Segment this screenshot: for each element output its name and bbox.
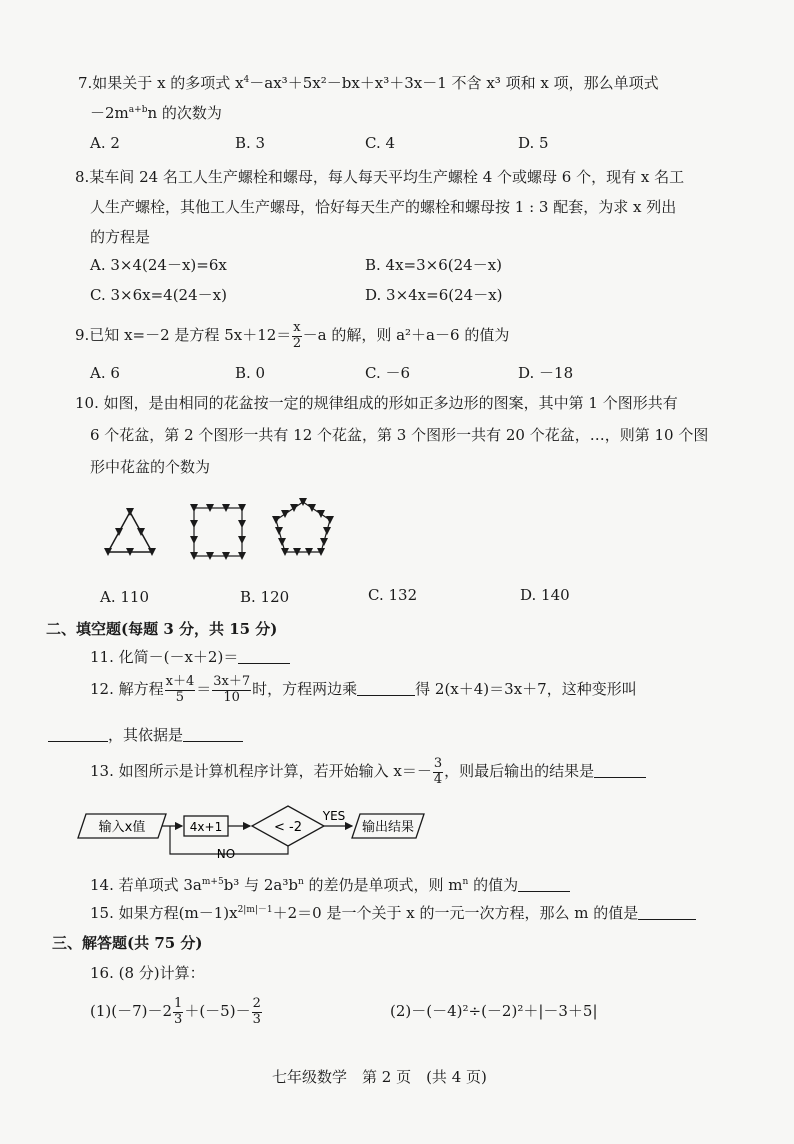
q10-option-d: D. 140 — [520, 586, 570, 604]
flow-no-label: NO — [216, 847, 236, 861]
q8-option-a: A. 3×4(24－x)=6x — [90, 256, 227, 274]
q9-option-a: A. 6 — [90, 364, 120, 382]
q11-question: 11. 化简－(－x＋2)＝ — [90, 650, 290, 665]
q9-fraction: $\frac{x}{2}$ — [292, 319, 302, 351]
q9-question: 9.已知 x=－2 是方程 5x＋12＝ $\frac{x}{2}$ －a 的解，则 a²＋a－6 的值为 — [75, 319, 510, 351]
q12-fraction-2: $\frac{3x+7}{10}$ — [213, 673, 251, 705]
q12-line1: 12. 解方程 $\frac{x+4}{5}$ ＝ $\frac{3x+7}{10}$ 时，方程两边乘 得 2(x＋4)＝3x＋7，这种变形叫 — [90, 673, 637, 705]
q16-part-1: (1)(－7)－2 $\frac{1}{3}$ ＋(－5)－ $\frac{2}{3}$ — [90, 995, 261, 1027]
section-3-heading: 三、解答题(共 75 分) — [52, 934, 203, 952]
q12-line2: ，其依据是 — [48, 728, 243, 743]
svg-text:4x+1: 4x+1 — [189, 820, 223, 834]
q7-line2: $-2m^{a+b}n$ 的次数为 — [90, 104, 222, 122]
q12-multiplier-blank[interactable] — [357, 695, 415, 696]
q10-option-c: C. 132 — [368, 586, 418, 604]
q7-option-b: B. 3 — [235, 134, 266, 152]
q9-option-c: C. －6 — [365, 364, 411, 382]
svg-text:输入x值: 输入x值 — [98, 820, 146, 835]
q12-fraction-1: $\frac{x+4}{5}$ — [165, 673, 195, 705]
flow-input-node — [78, 814, 166, 838]
q14-question: 14. 若单项式 $3a^{m+5}b^3$ 与 $2a^3b^n$ 的差仍是单项式，则 $m^n$ 的值为 — [90, 878, 570, 893]
q7-option-a: A. 2 — [90, 134, 120, 152]
triangle-pattern — [104, 508, 156, 556]
flow-process-node — [184, 816, 228, 836]
q11-answer-blank[interactable] — [238, 663, 290, 664]
square-pattern — [190, 504, 246, 560]
q9-option-d: D. －18 — [518, 364, 574, 382]
q16-part-2: (2)－(－4)²÷(－2)²＋|－3＋5| — [390, 1002, 598, 1020]
q12-transform-blank[interactable] — [48, 741, 108, 742]
q15-answer-blank[interactable] — [638, 919, 696, 920]
q13-answer-blank[interactable] — [594, 777, 646, 778]
q8-option-d: D. 3×4x=6(24－x) — [365, 286, 503, 304]
q16-fraction: $\frac{2}{3}$ — [252, 995, 261, 1027]
q16-mixed-fraction: $\frac{1}{3}$ — [174, 995, 183, 1027]
q13-fraction: $\frac{3}{4}$ — [433, 755, 443, 787]
flow-yes-label: YES — [322, 809, 346, 823]
q8-line1: 8.某车间 24 名工人生产螺栓和螺母，每人每天平均生产螺栓 4 个或螺母 6 个，现有 x 名工 — [75, 168, 685, 186]
q8-line3: 的方程是 — [90, 228, 151, 246]
q16-title: 16. (8 分)计算： — [90, 964, 205, 982]
q7-option-d: D. 5 — [518, 134, 549, 152]
q8-line2: 人生产螺栓，其他工人生产螺母，恰好每天生产的螺栓和螺母按 1 : 3 配套，为求 x 列出 — [90, 198, 677, 216]
q12-basis-blank[interactable] — [183, 741, 243, 742]
q8-option-c: C. 3×6x=4(24－x) — [90, 286, 227, 304]
q13-question: 13. 如图所示是计算机程序计算，若开始输入 x＝－ $\frac{3}{4}$ ，则最后输出的结果是 — [90, 754, 646, 788]
program-flowchart — [76, 800, 436, 862]
flow-condition-node — [252, 806, 324, 846]
q10-line1: 10. 如图，是由相同的花盆按一定的规律组成的形如正多边形的图案，其中第 1 个图形共有 — [75, 394, 678, 412]
q15-question: 15. 如果方程$(m-1)x^{2|m|-1}+2=0$ 是一个关于 x 的一元一次方程，那么 m 的值是 — [90, 906, 696, 921]
q8-option-b: B. 4x=3×6(24－x) — [365, 256, 503, 274]
q7-line1: 7.如果关于 x 的多项式 $x^4-ax^3+5x^2-bx+x^3+3x-1$ 不含 x³ 项和 x 项，那么单项式 — [78, 74, 659, 92]
q10-line2: 6 个花盆，第 2 个图形一共有 12 个花盆，第 3 个图形一共有 20 个花盆，…，则第 10 个图 — [90, 426, 709, 444]
flow-output-node — [352, 814, 424, 838]
section-2-heading: 二、填空题(每题 3 分，共 15 分) — [46, 620, 278, 638]
q10-line3: 形中花盆的个数为 — [90, 458, 211, 476]
pentagon-pattern — [272, 498, 334, 556]
q9-option-b: B. 0 — [235, 364, 266, 382]
svg-text:< -2: < -2 — [274, 820, 302, 835]
page-footer: 七年级数学 第 2 页 (共 4 页) — [272, 1068, 487, 1086]
q10-option-b: B. 120 — [240, 588, 290, 606]
q10-option-a: A. 110 — [100, 588, 149, 606]
svg-text:输出结果: 输出结果 — [361, 820, 415, 835]
q7-option-c: C. 4 — [365, 134, 396, 152]
flower-pot-patterns-figure — [90, 490, 350, 570]
q14-answer-blank[interactable] — [518, 891, 570, 892]
